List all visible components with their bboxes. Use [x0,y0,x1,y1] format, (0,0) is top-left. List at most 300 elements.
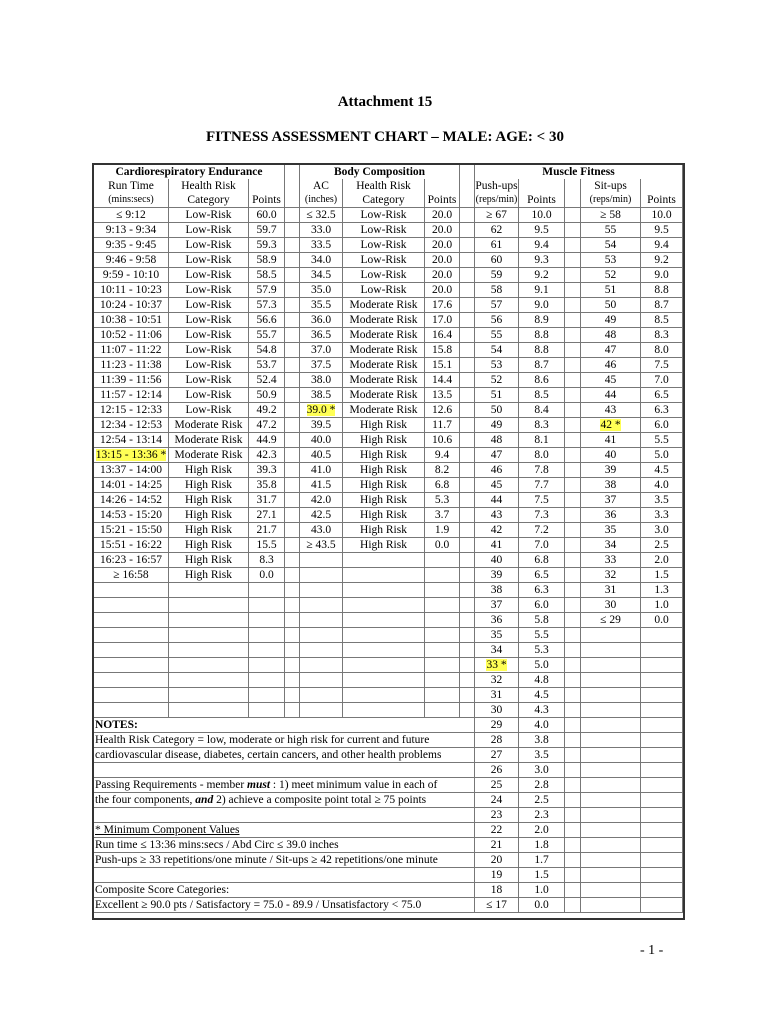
body-points-cell: 17.6 [425,298,460,313]
run-points-cell: 59.3 [249,238,285,253]
situps-reps-cell: 39 [581,463,641,478]
body-points-cell [425,703,460,718]
run-points-cell: 52.4 [249,373,285,388]
pushups-points-cell: 8.5 [519,388,565,403]
table-row [94,778,683,793]
run-points-cell [249,703,285,718]
run-category-cell: Low-Risk [169,253,249,268]
table-row [94,808,683,823]
run-points-cell: 44.9 [249,433,285,448]
run-time-cell: ≤ 9:12 [94,208,169,223]
notes-line: Composite Score Categories: [94,883,475,898]
pushups-reps-cell: 19 [475,868,519,883]
inches-label: (inches) [300,193,343,208]
run-time-cell: 16:23 - 16:57 [94,553,169,568]
run-category-cell: Low-Risk [169,358,249,373]
table-row [94,613,683,628]
fitness-table [93,164,683,913]
situps-points-cell: 6.0 [641,418,683,433]
situps-points-cell: 3.5 [641,493,683,508]
pushups-points-cell: 4.8 [519,673,565,688]
run-category-cell [169,628,249,643]
situps-reps-cell: 44 [581,388,641,403]
situps-header: Sit-ups [581,179,641,193]
table-row [94,343,683,358]
run-category-cell: High Risk [169,523,249,538]
body-category-cell: Low-Risk [343,208,425,223]
table-row [94,598,683,613]
run-category-cell: Low-Risk [169,388,249,403]
health-risk-header: Health Risk [343,179,425,193]
situps-points-cell: 8.5 [641,313,683,328]
pushups-reps-cell: 48 [475,433,519,448]
pushups-points-cell: 8.6 [519,373,565,388]
pushups-reps-cell: 46 [475,463,519,478]
situps-reps-cell: 31 [581,583,641,598]
pushups-reps-cell: 18 [475,883,519,898]
run-time-cell [94,583,169,598]
table-row [94,628,683,643]
run-category-cell [169,658,249,673]
situps-points-cell: 8.0 [641,343,683,358]
situps-points-cell: 3.3 [641,508,683,523]
run-category-cell: Low-Risk [169,328,249,343]
situps-points-cell: 1.0 [641,598,683,613]
body-points-cell: 3.7 [425,508,460,523]
pushups-reps-cell: 44 [475,493,519,508]
pushups-points-cell: 2.5 [519,793,565,808]
run-time-cell: 10:11 - 10:23 [94,283,169,298]
pushups-reps-cell: 39 [475,568,519,583]
ac-cell: 43.0 [300,523,343,538]
run-time-cell: 9:35 - 9:45 [94,238,169,253]
pushups-points-cell: 8.4 [519,403,565,418]
ac-cell [300,583,343,598]
situps-reps-cell [581,643,641,658]
notes-line [94,868,475,883]
pushups-points-cell: 6.3 [519,583,565,598]
run-category-cell [169,688,249,703]
body-points-cell: 20.0 [425,238,460,253]
run-time-cell: 14:01 - 14:25 [94,478,169,493]
ac-cell: 42.5 [300,508,343,523]
run-time-cell: 12:34 - 12:53 [94,418,169,433]
table-row [94,718,683,733]
points-header: Points [519,193,565,208]
pushups-reps-cell: ≤ 17 [475,898,519,913]
situps-points-cell [641,718,683,733]
situps-reps-cell [581,838,641,853]
run-time-cell: 15:21 - 15:50 [94,523,169,538]
ac-header: AC [300,179,343,193]
ac-cell: 36.0 [300,313,343,328]
body-points-cell: 12.6 [425,403,460,418]
situps-reps-cell [581,883,641,898]
table-row [94,208,683,223]
situps-reps-cell [581,898,641,913]
notes-line: cardiovascular disease, diabetes, certain cancers, and other health problems [94,748,475,763]
pushups-points-cell: 3.0 [519,763,565,778]
run-category-cell: Low-Risk [169,313,249,328]
run-category-cell: Moderate Risk [169,433,249,448]
run-time-cell [94,673,169,688]
ac-cell [300,688,343,703]
run-points-cell: 55.7 [249,328,285,343]
ac-cell [300,568,343,583]
situps-points-cell: 7.0 [641,373,683,388]
table-row [94,433,683,448]
table-row [94,253,683,268]
health-risk-header: Health Risk [169,179,249,193]
pushups-reps-cell: 23 [475,808,519,823]
situps-points-cell: 8.3 [641,328,683,343]
pushups-points-cell: 4.0 [519,718,565,733]
run-points-cell: 58.9 [249,253,285,268]
table-row [94,673,683,688]
run-category-cell: High Risk [169,538,249,553]
situps-reps-cell [581,808,641,823]
situps-reps-cell [581,628,641,643]
points-header: Points [641,193,683,208]
run-category-cell: Moderate Risk [169,418,249,433]
body-category-cell [343,658,425,673]
situps-reps-cell [581,823,641,838]
run-time-cell: 11:07 - 11:22 [94,343,169,358]
body-points-cell: 6.8 [425,478,460,493]
body-comp-header: Body Composition [300,165,460,180]
run-points-cell: 50.9 [249,388,285,403]
run-category-cell [169,703,249,718]
situps-points-cell [641,823,683,838]
run-category-cell: Low-Risk [169,373,249,388]
pushups-points-cell: 4.3 [519,703,565,718]
situps-reps-cell: 45 [581,373,641,388]
run-points-cell: 57.9 [249,283,285,298]
run-points-cell: 35.8 [249,478,285,493]
body-category-cell: Moderate Risk [343,313,425,328]
run-category-cell: Low-Risk [169,283,249,298]
pushups-points-cell: 8.8 [519,343,565,358]
pushups-reps-cell: 43 [475,508,519,523]
body-category-cell: High Risk [343,418,425,433]
pushups-points-cell: 0.0 [519,898,565,913]
ac-cell [300,673,343,688]
category-header: Category [343,193,425,208]
body-points-cell: 9.4 [425,448,460,463]
pushups-points-cell: 7.5 [519,493,565,508]
pushups-points-cell: 9.2 [519,268,565,283]
run-points-cell [249,583,285,598]
situps-reps-cell: 41 [581,433,641,448]
table-row [94,328,683,343]
run-category-cell: High Risk [169,508,249,523]
run-category-cell [169,613,249,628]
pushups-points-cell: 10.0 [519,208,565,223]
situps-reps-cell: 32 [581,568,641,583]
pushups-reps-cell: 20 [475,853,519,868]
notes-line: Health Risk Category = low, moderate or high risk for current and future [94,733,475,748]
pushups-reps-cell: 61 [475,238,519,253]
situps-reps-cell: 33 [581,553,641,568]
body-category-cell [343,703,425,718]
body-category-cell: Low-Risk [343,283,425,298]
pushups-points-cell: 9.1 [519,283,565,298]
situps-points-cell: 5.5 [641,433,683,448]
body-category-cell: High Risk [343,478,425,493]
body-category-cell [343,583,425,598]
table-row [94,268,683,283]
ac-cell: 39.5 [300,418,343,433]
body-category-cell: Low-Risk [343,223,425,238]
run-time-cell: 14:26 - 14:52 [94,493,169,508]
situps-points-cell [641,778,683,793]
pushups-points-cell: 8.8 [519,328,565,343]
pushups-reps-cell: ≥ 67 [475,208,519,223]
pushups-reps-cell: 35 [475,628,519,643]
run-points-cell [249,628,285,643]
body-category-cell: High Risk [343,493,425,508]
body-points-cell: 20.0 [425,223,460,238]
situps-reps-cell: 34 [581,538,641,553]
category-header: Category [169,193,249,208]
body-points-cell: 20.0 [425,283,460,298]
pushups-reps-cell: 49 [475,418,519,433]
body-points-cell: 15.1 [425,358,460,373]
pushups-points-cell: 5.5 [519,628,565,643]
run-category-cell [169,583,249,598]
body-points-cell: 8.2 [425,463,460,478]
situps-reps-cell: 54 [581,238,641,253]
situps-reps-cell: 36 [581,508,641,523]
run-points-cell [249,658,285,673]
body-category-cell: High Risk [343,448,425,463]
table-row [94,373,683,388]
body-category-cell [343,643,425,658]
notes-line [94,808,475,823]
run-points-cell: 49.2 [249,403,285,418]
ac-cell: 34.0 [300,253,343,268]
table-row [94,568,683,583]
situps-points-cell: 9.0 [641,268,683,283]
body-category-cell: Moderate Risk [343,388,425,403]
run-time-cell: 15:51 - 16:22 [94,538,169,553]
pushups-reps-cell: 21 [475,838,519,853]
situps-points-cell [641,688,683,703]
run-category-cell: Moderate Risk [169,448,249,463]
run-time-cell: 13:37 - 14:00 [94,463,169,478]
notes-line: the four components, and 2) achieve a composite point total ≥ 75 points [94,793,475,808]
situps-reps-cell: 47 [581,343,641,358]
run-time-cell: 9:13 - 9:34 [94,223,169,238]
body-category-cell: Low-Risk [343,268,425,283]
run-time-cell: 11:23 - 11:38 [94,358,169,373]
ac-cell [300,658,343,673]
table-row [94,313,683,328]
situps-points-cell [641,793,683,808]
table-row [94,793,683,808]
table-row [94,883,683,898]
pushups-points-cell: 6.8 [519,553,565,568]
run-time-cell [94,643,169,658]
run-time-cell [94,613,169,628]
body-category-cell [343,568,425,583]
table-row [94,223,683,238]
body-category-cell: Moderate Risk [343,373,425,388]
situps-points-cell: 4.5 [641,463,683,478]
pushups-points-cell: 3.8 [519,733,565,748]
ac-cell [300,703,343,718]
body-category-cell [343,688,425,703]
table-row [94,238,683,253]
body-category-cell: Moderate Risk [343,298,425,313]
run-time-cell: 10:38 - 10:51 [94,313,169,328]
situps-points-cell: 1.3 [641,583,683,598]
ac-cell: 40.0 [300,433,343,448]
situps-points-cell: 9.2 [641,253,683,268]
pushups-reps-cell: 24 [475,793,519,808]
run-time-cell: ≥ 16:58 [94,568,169,583]
table-row [94,763,683,778]
pushups-points-cell: 8.9 [519,313,565,328]
ac-cell: 40.5 [300,448,343,463]
run-category-cell [169,673,249,688]
situps-points-cell [641,838,683,853]
body-points-cell [425,553,460,568]
situps-reps-cell [581,748,641,763]
run-points-cell: 31.7 [249,493,285,508]
situps-reps-cell: 40 [581,448,641,463]
pushups-points-cell: 7.3 [519,508,565,523]
body-points-cell: 17.0 [425,313,460,328]
table-row [94,688,683,703]
pushups-reps-cell: 30 [475,703,519,718]
body-points-cell [425,628,460,643]
body-category-cell: Low-Risk [343,238,425,253]
situps-reps-cell [581,868,641,883]
body-category-cell [343,628,425,643]
body-category-cell: High Risk [343,523,425,538]
pushups-points-cell: 2.0 [519,823,565,838]
pushups-reps-cell: 33 * [475,658,519,673]
pushups-points-cell: 1.8 [519,838,565,853]
pushups-points-cell: 4.5 [519,688,565,703]
run-category-cell: Low-Risk [169,343,249,358]
ac-cell: 33.5 [300,238,343,253]
table-row [94,853,683,868]
table-row [94,403,683,418]
body-points-cell [425,598,460,613]
run-points-cell: 53.7 [249,358,285,373]
pushups-reps-cell: 57 [475,298,519,313]
situps-points-cell: 9.5 [641,223,683,238]
pushups-reps-cell: 22 [475,823,519,838]
run-points-cell: 58.5 [249,268,285,283]
table-row [94,538,683,553]
run-category-cell: Low-Risk [169,403,249,418]
table-row [94,898,683,913]
table-row [94,553,683,568]
pushups-points-cell: 8.3 [519,418,565,433]
run-time-cell: 11:57 - 12:14 [94,388,169,403]
body-category-cell: Moderate Risk [343,343,425,358]
run-time-cell [94,658,169,673]
notes-line: Excellent ≥ 90.0 pts / Satisfactory = 75.0 - 89.9 / Unsatisfactory < 75.0 [94,898,475,913]
points-header: Points [249,193,285,208]
ac-cell: 35.5 [300,298,343,313]
situps-reps-cell: 43 [581,403,641,418]
body-points-cell [425,673,460,688]
ac-cell: 38.0 [300,373,343,388]
run-time-cell: 10:24 - 10:37 [94,298,169,313]
run-points-cell: 57.3 [249,298,285,313]
notes-line: Run time ≤ 13:36 mins:secs / Abd Circ ≤ 39.0 inches [94,838,475,853]
situps-points-cell: 1.5 [641,568,683,583]
pushups-reps-cell: 34 [475,643,519,658]
situps-points-cell [641,733,683,748]
pushups-points-cell: 7.0 [519,538,565,553]
body-category-cell: High Risk [343,463,425,478]
pushups-reps-cell: 52 [475,373,519,388]
table-row [94,868,683,883]
situps-reps-cell [581,853,641,868]
body-points-cell: 20.0 [425,253,460,268]
situps-reps-cell: 51 [581,283,641,298]
situps-points-cell: 6.3 [641,403,683,418]
situps-reps-cell: 49 [581,313,641,328]
ac-cell [300,628,343,643]
pushups-points-cell: 7.7 [519,478,565,493]
pushups-points-cell: 1.5 [519,868,565,883]
situps-reps-cell: 38 [581,478,641,493]
pushups-reps-cell: 36 [475,613,519,628]
body-points-cell [425,568,460,583]
ac-cell: 39.0 * [300,403,343,418]
body-category-cell [343,553,425,568]
situps-points-cell [641,898,683,913]
run-time-cell [94,703,169,718]
situps-reps-cell: 46 [581,358,641,373]
table-row [94,508,683,523]
situps-points-cell: 8.8 [641,283,683,298]
run-category-cell: Low-Risk [169,268,249,283]
reps-min-label: (reps/min) [581,193,641,208]
situps-reps-cell [581,703,641,718]
situps-reps-cell: 37 [581,493,641,508]
pushups-reps-cell: 58 [475,283,519,298]
pushups-reps-cell: 32 [475,673,519,688]
situps-reps-cell [581,673,641,688]
body-category-cell [343,613,425,628]
situps-reps-cell [581,763,641,778]
body-points-cell: 15.8 [425,343,460,358]
pushups-points-cell: 8.1 [519,433,565,448]
run-time-cell: 14:53 - 15:20 [94,508,169,523]
situps-reps-cell [581,658,641,673]
table-row [94,463,683,478]
run-points-cell [249,613,285,628]
pushups-reps-cell: 47 [475,448,519,463]
body-category-cell: High Risk [343,538,425,553]
ac-cell: 36.5 [300,328,343,343]
table-row [94,298,683,313]
notes-line: Push-ups ≥ 33 repetitions/one minute / Sit-ups ≥ 42 repetitions/one minute [94,853,475,868]
situps-points-cell [641,703,683,718]
table-row [94,733,683,748]
situps-reps-cell: 30 [581,598,641,613]
notes-line: Passing Requirements - member must : 1) meet minimum value in each of [94,778,475,793]
body-points-cell: 10.6 [425,433,460,448]
situps-reps-cell [581,733,641,748]
